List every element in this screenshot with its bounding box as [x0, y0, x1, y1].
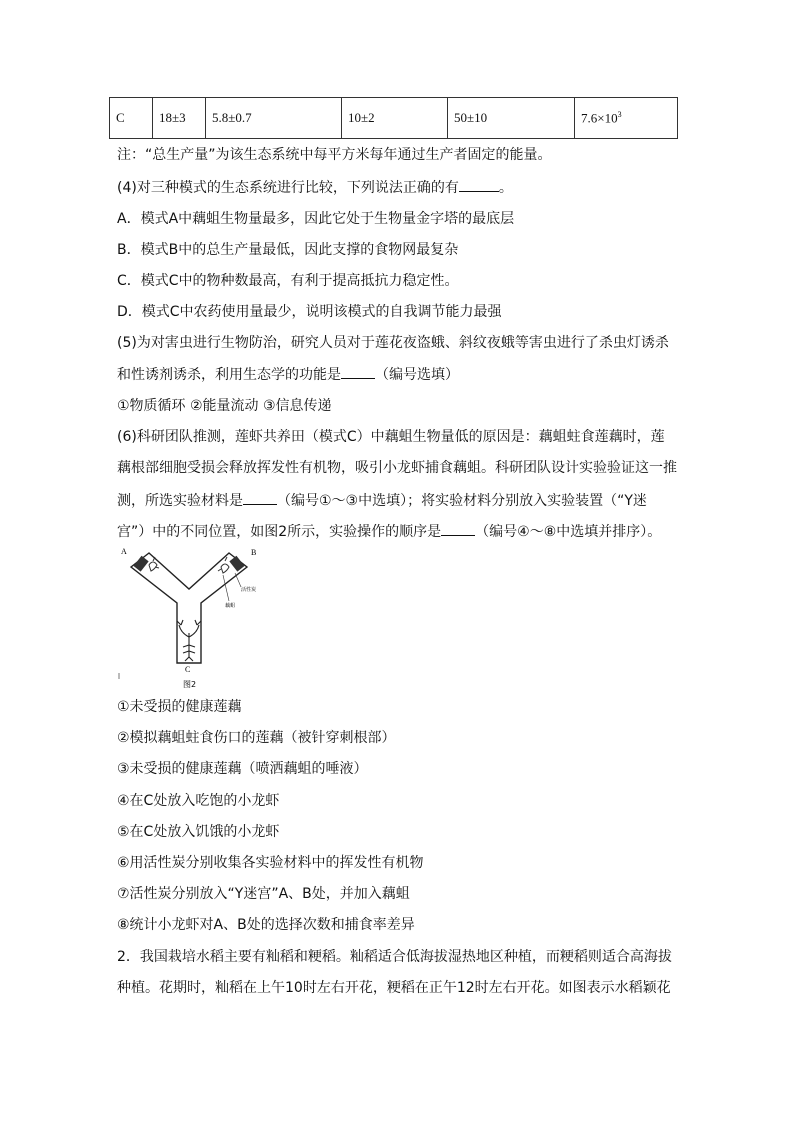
option-c: C．模式C中的物种数最高，有利于提高抵抗力稳定性。	[117, 273, 459, 289]
question-6-text-d: （编号④～⑧中选填并排序）。	[475, 524, 662, 540]
option-d: D．模式C中农药使用量最少，说明该模式的自我调节能力最强	[117, 304, 502, 320]
figure-caption: 图2	[183, 680, 197, 689]
table-note: 注：“总生产量”为该生态系统中每平方米每年通过生产者固定的能量。	[117, 147, 552, 163]
material-item-3: ③未受损的健康莲藕（喷洒藕蛆的唾液）	[117, 761, 368, 777]
question-5-line-2	[117, 364, 459, 385]
answer-blank	[459, 177, 499, 192]
step-item-5: ⑤在C处放入饥饿的小龙虾	[117, 824, 280, 840]
option-b: B．模式B中的总生产量最低，因此支撑的食物网最复杂	[117, 242, 459, 258]
y-maze-figure	[117, 545, 272, 690]
table-cell-value: 7.6×10	[581, 110, 618, 126]
step-item-6: ⑥用活性炭分别收集各实验材料中的挥发性有机物	[117, 855, 424, 871]
label-activated-carbon: 活性炭	[241, 587, 257, 593]
question-6-line-2: 藕根部细胞受损会释放挥发性有机物，吸引小龙虾捕食藕蛆。科研团队设计实验验证这一推	[117, 460, 677, 476]
question-2-line-2: 种植。花期时，籼稻在上午10时左右开花，粳稻在正午12时左右开花。如图表示水稻颖花	[117, 980, 671, 996]
table-cell: 10±2	[342, 98, 448, 139]
material-item-1: ①未受损的健康莲藕	[117, 699, 242, 715]
question-5-hint: （编号选填）	[375, 367, 459, 383]
table-cell-exponent: 3	[617, 109, 622, 119]
label-c: C	[185, 665, 191, 674]
y-maze-diagram	[117, 545, 272, 690]
label-maggot: 藕蛆	[225, 603, 236, 609]
step-item-4: ④在C处放入吃饱的小龙虾	[117, 793, 280, 809]
label-b: B	[251, 548, 257, 557]
option-a: A．模式A中藕蛆生物量最多，因此它处于生物量金字塔的最底层	[117, 211, 515, 227]
table-cell: 50±10	[448, 98, 575, 139]
question-2-line-1: 2．我国栽培水稻主要有籼稻和粳稻。籼稻适合低海拔湿热地区种植，而粳稻则适合高海拔	[117, 949, 672, 965]
answer-blank	[341, 364, 375, 379]
question-6-text-a: 测，所选实验材料是	[117, 493, 243, 509]
leader-line	[235, 573, 241, 587]
question-5-choices: ①物质循环 ②能量流动 ③信息传递	[117, 398, 332, 414]
question-4-text: (4)对三种模式的生态系统进行比较，下列说法正确的有	[117, 180, 459, 196]
question-6-line-3	[117, 490, 647, 511]
question-5-text: 和性诱剂诱杀，利用生态学的功能是	[117, 367, 341, 383]
table-cell	[575, 98, 678, 139]
table-row	[110, 98, 678, 139]
material-item-2: ②模拟藕蛆蛀食伤口的莲藕（被针穿刺根部）	[117, 730, 396, 746]
data-table	[109, 97, 678, 139]
answer-blank	[243, 490, 277, 505]
question-4-stem	[117, 177, 513, 198]
table-cell: 5.8±0.7	[206, 98, 342, 139]
question-5-line-1: (5)为对害虫进行生物防治，研究人员对于莲花夜盗蛾、斜纹夜蛾等害虫进行了杀虫灯诱杀	[117, 335, 669, 351]
step-item-8: ⑧统计小龙虾对A、B处的选择次数和捕食率差异	[117, 917, 415, 933]
question-4-end: 。	[498, 180, 513, 196]
question-6-text-b: （编号①～③中选填）；将实验材料分别放入实验装置（“Y迷	[277, 493, 647, 509]
table-cell: 18±3	[153, 98, 206, 139]
step-item-7: ⑦活性炭分别放入“Y迷宫”A、B处，并加入藕蛆	[117, 886, 410, 902]
answer-blank	[441, 521, 475, 536]
table-cell: C	[110, 98, 153, 139]
question-6-text-c: 宫”）中的不同位置，如图2所示，实验操作的顺序是	[117, 524, 442, 540]
question-6-line-1: (6)科研团队推测，莲虾共养田（模式C）中藕蛆生物量低的原因是：藕蛆蛀食莲藕时，莲	[117, 429, 665, 445]
label-a: A	[121, 547, 127, 556]
question-6-line-4	[117, 521, 661, 542]
